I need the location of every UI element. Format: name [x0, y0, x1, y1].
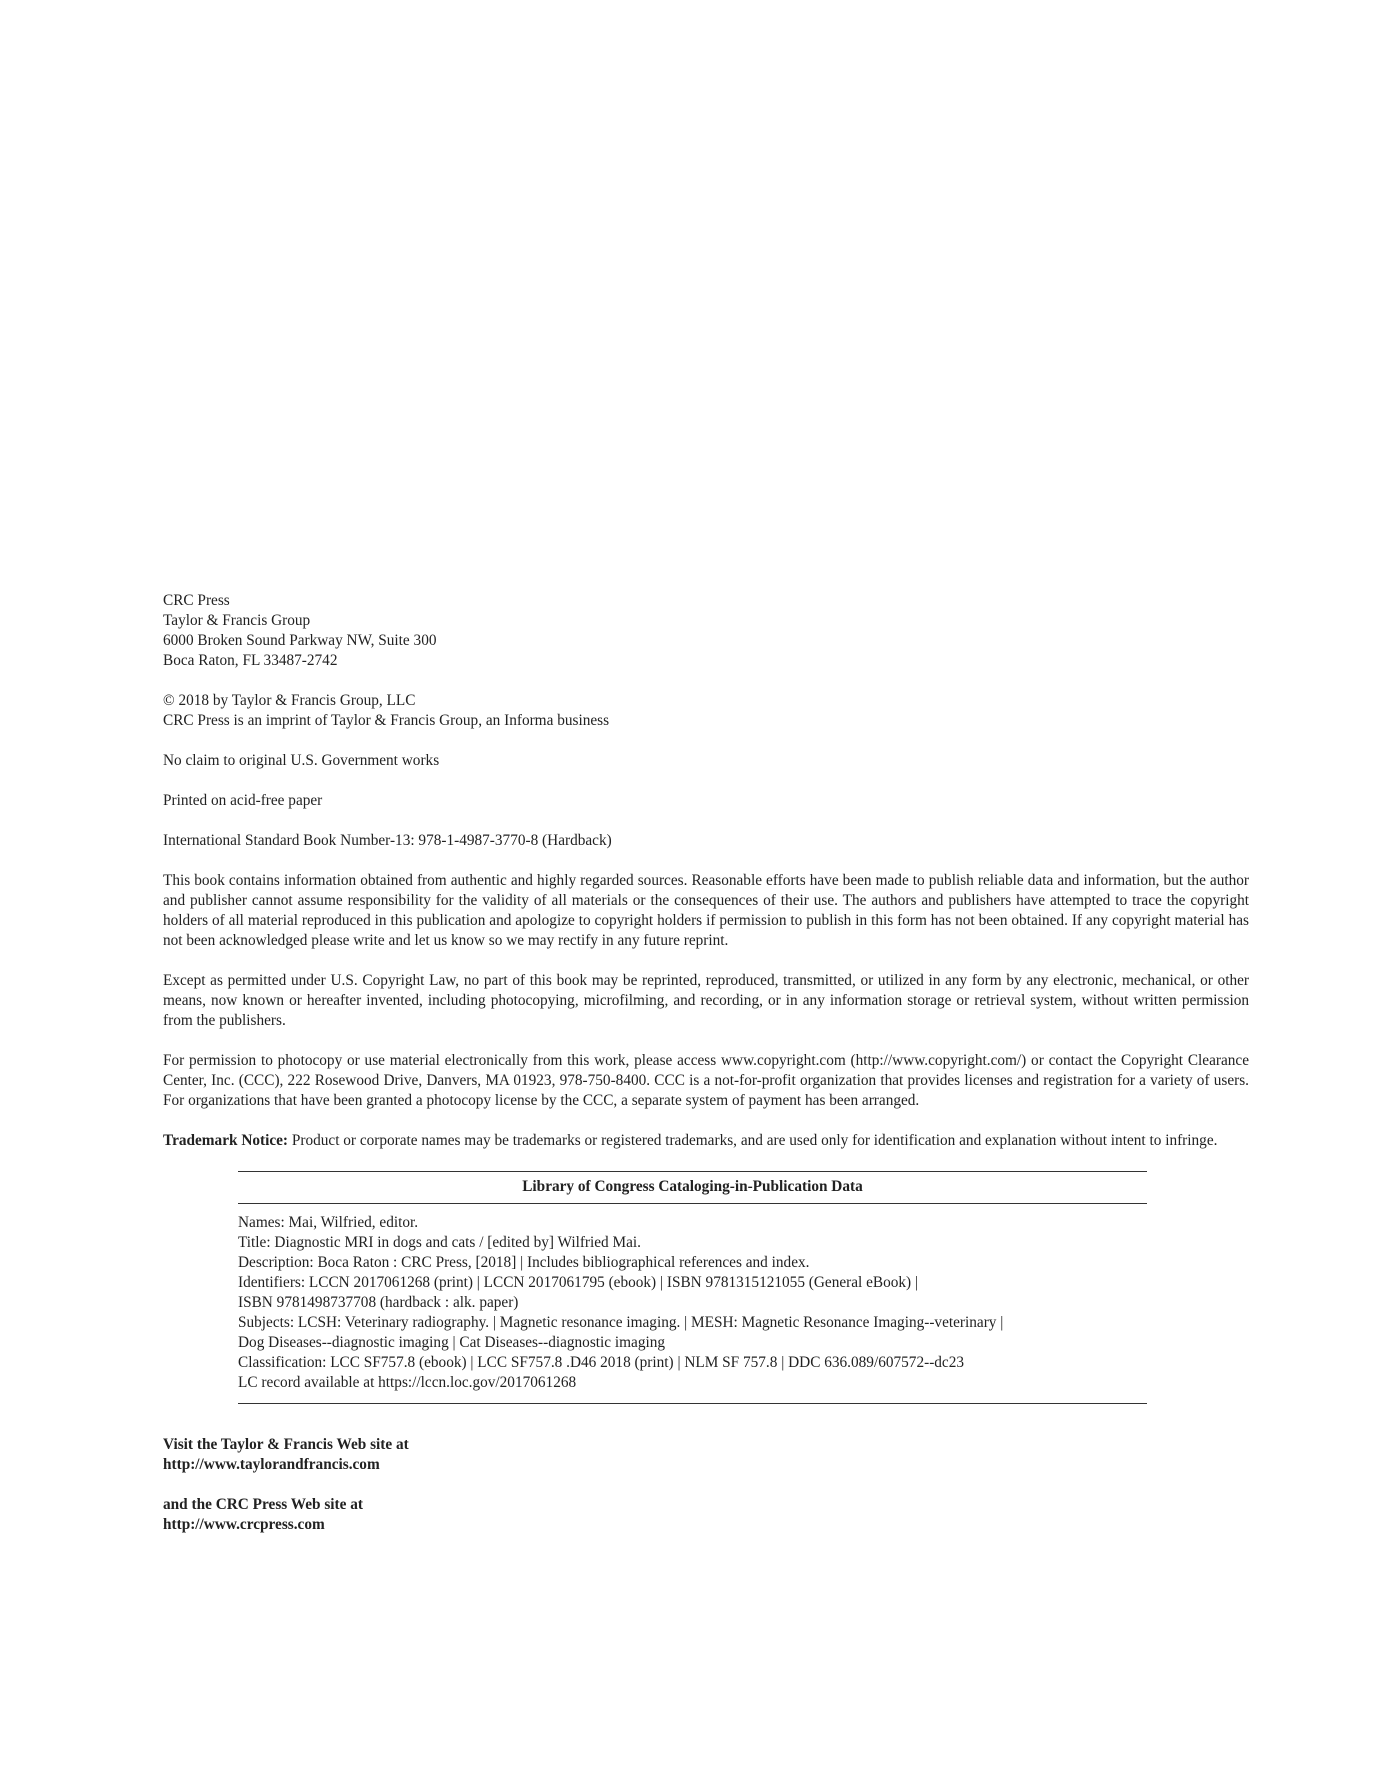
- cip-line: Identifiers: LCCN 2017061268 (print) | LCCN 2017061795 (ebook) | ISBN 9781315121055 (General eBook) |: [238, 1274, 919, 1291]
- no-claim-notice: [163, 751, 1249, 771]
- isbn-notice: [163, 831, 1249, 851]
- cip-line: Names: Mai, Wilfried, editor.: [238, 1214, 419, 1231]
- cip-line: Title: Diagnostic MRI in dogs and cats / [edited by] Wilfried Mai.: [238, 1234, 641, 1251]
- copyright-notice: [163, 691, 1249, 731]
- cip-body: [238, 1204, 1147, 1403]
- taylor-francis-url: http://www.taylorandfrancis.com: [163, 1456, 380, 1473]
- trademark-label: Trademark Notice:: [163, 1132, 289, 1149]
- paper-notice: [163, 791, 1249, 811]
- visit-crc-label: and the CRC Press Web site at: [163, 1496, 363, 1513]
- cip-data-box: [238, 1171, 1147, 1404]
- permission-notice: For permission to photocopy or use material electronically from this work, please access www.copyright.com (http://www.copyright.com/) or contact the Copyright Clearance Center, Inc. (CCC), 222 Rosewood Drive, Danvers, MA 01923, 978-750-8400. CCC is a not-for-profit organization that provides licenses and registration for a variety of users. For organizations that have been granted a photocopy license by the CCC, a separate system of payment has been arranged.: [163, 1052, 1249, 1109]
- visit-tf-label: Visit the Taylor & Francis Web site at: [163, 1436, 409, 1453]
- publisher-line: Taylor & Francis Group: [163, 612, 311, 629]
- cip-bottom-rule: [238, 1403, 1147, 1404]
- crc-press-url: http://www.crcpress.com: [163, 1516, 325, 1533]
- cip-line: Subjects: LCSH: Veterinary radiography. | Magnetic resonance imaging. | MESH: Magnetic Resonance Imaging--veterinary |: [238, 1314, 1004, 1331]
- isbn-text: International Standard Book Number-13: 978-1-4987-3770-8 (Hardback): [163, 832, 612, 849]
- no-claim-text: No claim to original U.S. Government works: [163, 752, 440, 769]
- trademark-notice: [163, 1131, 1249, 1151]
- taylor-francis-website: [163, 1435, 1249, 1475]
- reproduction-notice: Except as permitted under U.S. Copyright Law, no part of this book may be reprinted, reproduced, transmitted, or utilized in any form by any electronic, mechanical, or other means, now known or hereafter invented, including photocopying, microfilming, and recording, or in any information storage or retrieval system, without written permission from the publishers.: [163, 972, 1249, 1029]
- crc-press-website: [163, 1495, 1249, 1535]
- cip-line: ISBN 9781498737708 (hardback : alk. paper): [238, 1294, 519, 1311]
- copyright-line: © 2018 by Taylor & Francis Group, LLC: [163, 692, 416, 709]
- publisher-address: [163, 591, 1249, 671]
- cip-line: LC record available at https://lccn.loc.gov/2017061268: [238, 1374, 577, 1391]
- publisher-line: Boca Raton, FL 33487-2742: [163, 652, 338, 669]
- information-disclaimer: This book contains information obtained from authentic and highly regarded sources. Reasonable efforts have been made to publish reliable data and information, but the author and publisher cannot assume responsibility for the validity of all materials or the consequences of their use. The authors and publishers have attempted to trace the copyright holders of all material reproduced in this publication and apologize to copyright holders if permission to publish in this form has not been obtained. If any copyright material has not been acknowledged please write and let us know so we may rectify in any future reprint.: [163, 872, 1249, 949]
- cip-title: Library of Congress Cataloging-in-Publication Data: [522, 1178, 863, 1195]
- copyright-line: CRC Press is an imprint of Taylor & Francis Group, an Informa business: [163, 712, 610, 729]
- paper-text: Printed on acid-free paper: [163, 792, 323, 809]
- cip-line: Dog Diseases--diagnostic imaging | Cat Diseases--diagnostic imaging: [238, 1334, 666, 1351]
- cip-line: Description: Boca Raton : CRC Press, [2018] | Includes bibliographical references and index.: [238, 1254, 810, 1271]
- publisher-line: 6000 Broken Sound Parkway NW, Suite 300: [163, 632, 437, 649]
- copyright-page: [163, 591, 1249, 1555]
- publisher-line: CRC Press: [163, 592, 230, 609]
- cip-line: Classification: LCC SF757.8 (ebook) | LCC SF757.8 .D46 2018 (print) | NLM SF 757.8 | DDC 636.089/607572--dc23: [238, 1354, 965, 1371]
- trademark-text: Product or corporate names may be trademarks or registered trademarks, and are used only for identification and explanation without intent to infringe.: [288, 1132, 1218, 1149]
